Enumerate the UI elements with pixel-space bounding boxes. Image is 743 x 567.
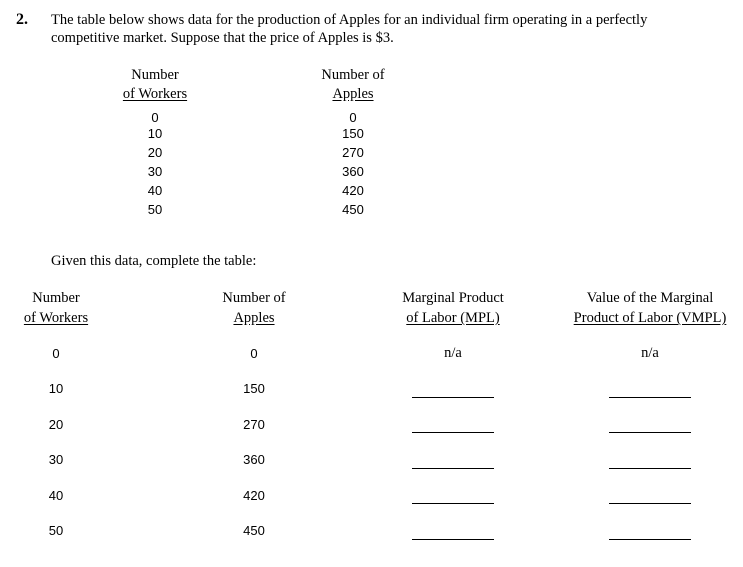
mpl-answer-blank[interactable]	[412, 503, 494, 504]
mpl-answer-blank[interactable]	[412, 397, 494, 398]
mpl-answer-blank[interactable]	[412, 468, 494, 469]
table2-mpl-na: n/a	[444, 345, 462, 361]
mpl-answer-blank[interactable]	[412, 539, 494, 540]
table2-apples-cell: 360	[243, 452, 265, 467]
table1-apples-cell: 270	[342, 145, 364, 160]
table2-header-vmpl-line1: Value of the Marginal	[586, 290, 714, 306]
table2-header-workers-line2: of Workers	[23, 310, 89, 326]
table1-workers-cell: 50	[147, 202, 163, 217]
table1-workers-cell: 0	[151, 110, 159, 125]
table2-header-mpl-line1: Marginal Product	[402, 290, 504, 306]
table2-apples-cell: 150	[243, 381, 265, 396]
table2-workers-cell: 20	[48, 417, 64, 432]
table1-apples-cell: 450	[342, 202, 364, 217]
table2-header-apples-line2: Apples	[233, 310, 275, 326]
instruction-text: Given this data, complete the table:	[51, 253, 257, 269]
table1-workers-cell: 40	[147, 183, 163, 198]
table1-apples-cell: 420	[342, 183, 364, 198]
vmpl-answer-blank[interactable]	[609, 468, 691, 469]
table2-header-apples-line1: Number of	[222, 290, 286, 306]
table2-workers-cell: 0	[52, 346, 60, 361]
table1-apples-cell: 360	[342, 164, 364, 179]
table1-workers-cell: 30	[147, 164, 163, 179]
table2-apples-cell: 0	[250, 346, 258, 361]
vmpl-answer-blank[interactable]	[609, 539, 691, 540]
vmpl-answer-blank[interactable]	[609, 503, 691, 504]
mpl-answer-blank[interactable]	[412, 432, 494, 433]
table1-header-workers-line1: Number	[131, 67, 179, 83]
table1-workers-cell: 20	[147, 145, 163, 160]
table1-header-apples-line2: Apples	[332, 86, 374, 102]
table2-workers-cell: 50	[48, 523, 64, 538]
table2-apples-cell: 420	[243, 488, 265, 503]
question-text-line-2: competitive market. Suppose that the price of Apples is $3.	[51, 30, 394, 46]
table2-header-workers-line1: Number	[32, 290, 80, 306]
table1-header-workers-line2: of Workers	[122, 86, 188, 102]
table2-workers-cell: 30	[48, 452, 64, 467]
table1-header-apples-line1: Number of	[321, 67, 385, 83]
table2-apples-cell: 270	[243, 417, 265, 432]
table2-header-vmpl-line2: Product of Labor (VMPL)	[573, 310, 727, 326]
question-number: 2.	[16, 11, 28, 28]
vmpl-answer-blank[interactable]	[609, 397, 691, 398]
table1-apples-cell: 150	[342, 126, 364, 141]
table1-apples-cell: 0	[349, 110, 357, 125]
table2-workers-cell: 10	[48, 381, 64, 396]
vmpl-answer-blank[interactable]	[609, 432, 691, 433]
question-text-line-1: The table below shows data for the production of Apples for an individual firm operating in a perfectly	[51, 12, 648, 28]
table2-header-mpl-line2: of Labor (MPL)	[406, 310, 500, 326]
table1-workers-cell: 10	[147, 126, 163, 141]
table2-apples-cell: 450	[243, 523, 265, 538]
table2-workers-cell: 40	[48, 488, 64, 503]
table2-vmpl-na: n/a	[641, 345, 659, 361]
